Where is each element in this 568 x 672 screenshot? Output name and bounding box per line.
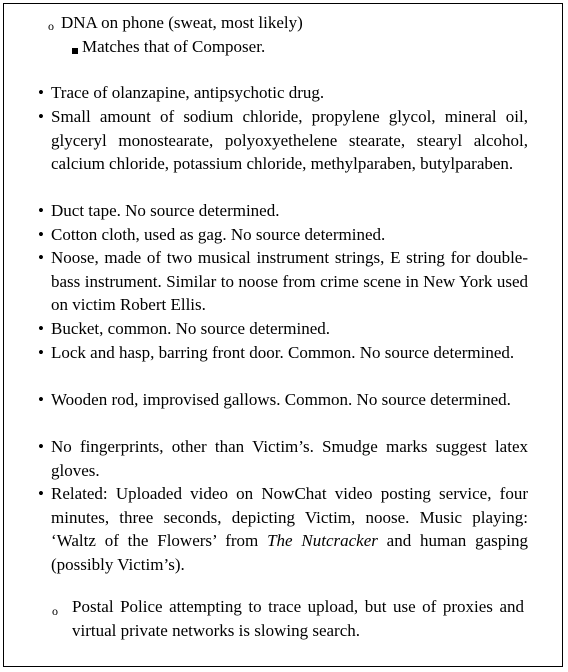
bullet-icon: • (38, 390, 44, 409)
evidence-item (32, 199, 528, 223)
evidence-item (32, 388, 528, 412)
related-text-part1: Related: Uploaded video on NowChat video posting service, four minutes, three seconds, depicting Victim, noose. Music playing: ‘Waltz of the Flowers’ from (51, 484, 528, 551)
evidence-item (32, 317, 528, 341)
evidence-item-text: Wooden rod, improvised gallows. Common. No source determined. (51, 390, 511, 409)
evidence-item-text: Bucket, common. No source determined. (51, 319, 331, 338)
bullet-icon: • (38, 107, 44, 126)
dna-match-note: Matches that of Composer. (82, 37, 266, 56)
hollow-circle-bullet-icon: o (52, 604, 58, 618)
hollow-circle-bullet-icon: o (48, 19, 54, 33)
evidence-item (32, 341, 528, 365)
dna-note: DNA on phone (sweat, most likely) (61, 13, 303, 32)
bullet-icon: • (38, 484, 44, 503)
bullet-icon: • (38, 343, 44, 362)
bullet-icon: • (38, 201, 44, 220)
bullet-icon: • (38, 83, 44, 102)
evidence-item (32, 223, 528, 247)
evidence-item (32, 81, 528, 105)
bullet-icon: • (38, 319, 44, 338)
evidence-item (32, 105, 528, 176)
square-bullet-icon (72, 48, 78, 54)
evidence-report-page (3, 3, 563, 667)
evidence-item (32, 246, 528, 317)
evidence-item-text: Lock and hasp, barring front door. Common. No source determined. (51, 343, 515, 362)
bullet-icon: • (38, 437, 44, 456)
evidence-item-text: Cotton cloth, used as gag. No source determined. (51, 225, 386, 244)
evidence-item-text: Small amount of sodium chloride, propylene glycol, mineral oil, glyceryl monostearate, polyoxyethelene stearate, stearyl alcohol, calcium chloride, potassium chloride, methylparaben, butylparaben. (51, 107, 528, 174)
evidence-item-text: No fingerprints, other than Victim’s. Smudge marks suggest latex gloves. (51, 437, 528, 480)
evidence-item-text: Noose, made of two musical instrument strings, E string for double-bass instrument. Similar to noose from crime scene in New York used on victim Robert Ellis. (51, 248, 528, 315)
related-video-item (32, 482, 528, 576)
bullet-icon: • (38, 248, 44, 267)
evidence-item-text: Trace of olanzapine, antipsychotic drug. (51, 83, 325, 102)
evidence-item-text: Duct tape. No source determined. (51, 201, 280, 220)
bullet-icon: • (38, 225, 44, 244)
postal-police-note: Postal Police attempting to trace upload, but use of proxies and virtual private networks is slowing search. (72, 597, 524, 640)
related-text-part2: and human gasping (possibly Victim’s). (51, 531, 528, 574)
related-text-italic-title: The Nutcracker (267, 531, 378, 551)
evidence-item (32, 435, 528, 482)
